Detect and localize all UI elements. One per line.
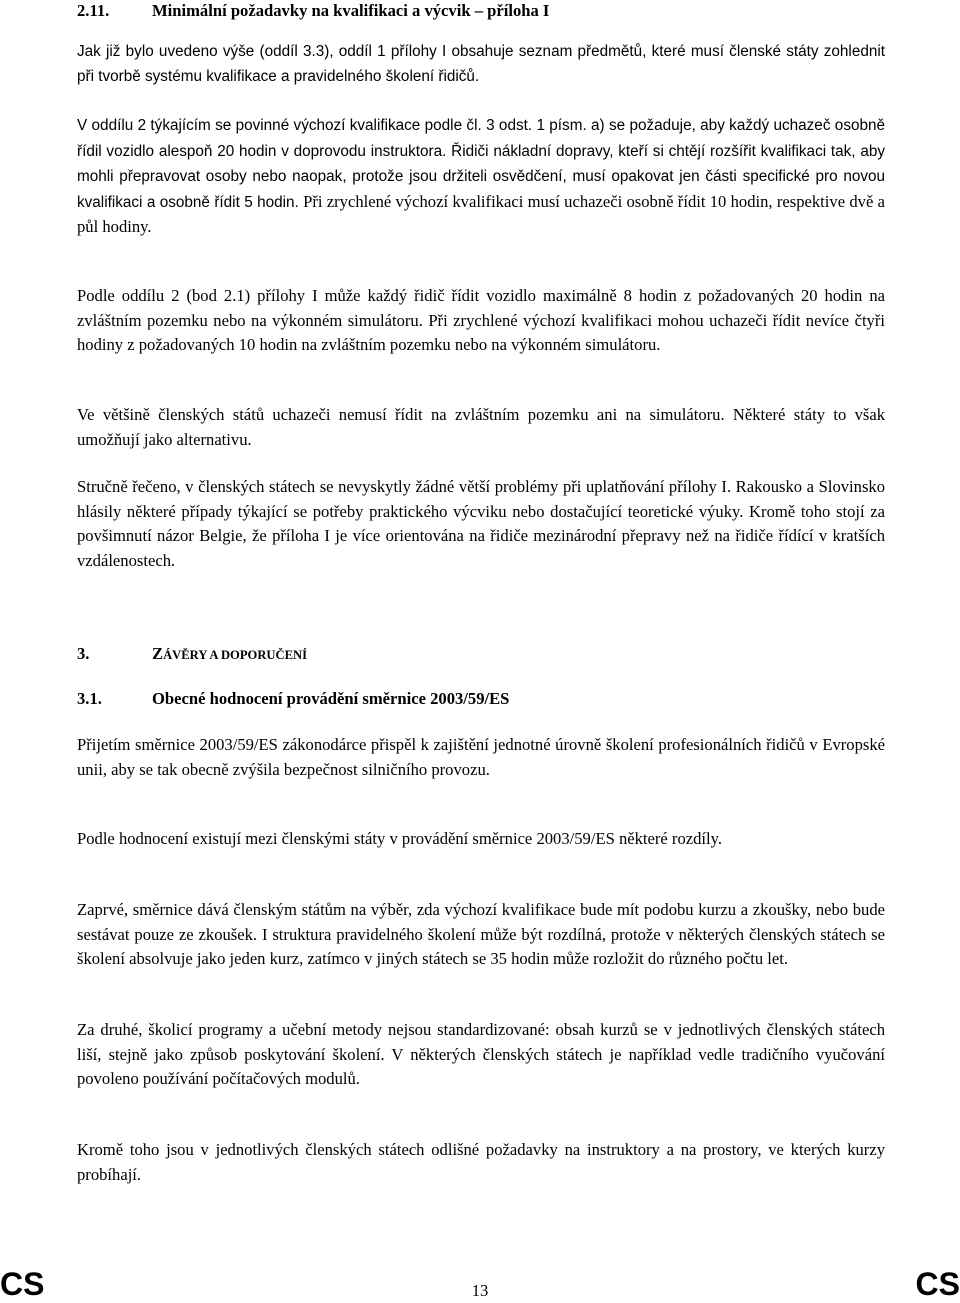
paragraph-text: Kromě toho jsou v jednotlivých členských státech odlišné požadavky na instruktory a na prostory, ve kterých kurzy probíhají. xyxy=(77,1140,885,1184)
paragraph xyxy=(77,898,885,972)
section-heading-2-11 xyxy=(77,0,885,24)
paragraph xyxy=(77,284,885,358)
paragraph-text: Podle hodnocení existují mezi členskými státy v provádění směrnice 2003/59/ES některé rozdíly. xyxy=(77,829,723,848)
paragraph-text: Přijetím směrnice 2003/59/ES zákonodárce přispěl k zajištění jednotné úrovně školení profesionálních řidičů v Evropské unii, aby se tak obecně zvýšila bezpečnost silničního provozu. xyxy=(77,735,885,779)
paragraph-text: Za druhé, školicí programy a učební metody nejsou standardizované: obsah kurzů se v jednotlivých členských státech liší, stejně jako způsob poskytování školení. V některých členských státech je například vedle tradičního vyučování povoleno používání počítačových modulů. xyxy=(77,1020,885,1089)
paragraph xyxy=(77,733,885,782)
paragraph-text: Stručně řečeno, v členských státech se nevyskytly žádné větší problémy při uplatňování přílohy I. Rakousko a Slovinsko hlásily některé případy týkající se potřeby praktického výcviku nebo dostačující teoretické výuky. Kromě toho stojí za povšimnutí názor Belgie, že příloha I je více orientována na řidiče mezinárodní přepravy než na řidiče řídící v kratších vzdálenostech. xyxy=(77,477,885,570)
section-heading-3 xyxy=(77,642,885,668)
paragraph xyxy=(77,113,885,240)
language-label-left: CS xyxy=(0,1266,45,1302)
paragraph xyxy=(77,1018,885,1092)
section-title: Minimální požadavky na kvalifikaci a výcvik – příloha I xyxy=(152,1,550,20)
section-number: 2.11. xyxy=(77,1,110,20)
section-heading-3-1 xyxy=(77,687,885,712)
paragraph-text: Jak již bylo uvedeno výše (oddíl 3.3), oddíl 1 přílohy I obsahuje seznam předmětů, které musí členské státy zohlednit při tvorbě systému kvalifikace a pravidelného školení řidičů. xyxy=(77,43,885,85)
language-label-right: CS xyxy=(915,1266,960,1302)
paragraph-text: Zaprvé, směrnice dává členským státům na výběr, zda výchozí kvalifikace bude mít podobu kurzu a zkoušky, nebo bude sestávat pouze ze zkoušek. I struktura pravidelného školení může být rozdílná, protože v některých členských státech se školení absolvuje jako jeden kurz, zatímco v jiných státech se 35 hodin může rozložit do různého počtu let. xyxy=(77,900,885,969)
paragraph xyxy=(77,827,885,852)
section-title: ZÁVĚRY A DOPORUČENÍ xyxy=(152,644,308,663)
section-number: 3.1. xyxy=(77,689,102,708)
paragraph xyxy=(77,475,885,573)
section-title: Obecné hodnocení provádění směrnice 2003/59/ES xyxy=(152,689,510,708)
paragraph-text: Při zrychlené výchozí kvalifikaci musí uchazeči osobně řídit 10 hodin, respektive dvě a půl hodiny. xyxy=(77,191,885,237)
page-footer xyxy=(0,1262,960,1303)
paragraph xyxy=(77,1138,885,1187)
section-number: 3. xyxy=(77,644,90,663)
paragraph-text-sans: V oddílu 2 týkajícím se povinné výchozí kvalifikace podle čl. 3 odst. 1 písm. a) se požaduje, aby každý uchazeč osobně řídil vozidlo alespoň 20 hodin v doprovodu instruktora. Řidiči nákladní dopravy, kteří si chtějí rozšířit kvalifikaci tak, aby mohli přepravovat osoby nebo naopak, protože jsou držiteli osvědčení, musí opakovat jen části specifické pro novou kvalifikaci a osobně řídit 5 hodin. xyxy=(77,117,885,211)
paragraph-text: Podle oddílu 2 (bod 2.1) přílohy I může každý řidič řídit vozidlo maximálně 8 hodin z požadovaných 20 hodin na zvláštním pozemku nebo na výkonném simulátoru. Při zrychlené výchozí kvalifikaci mohou uchazeči řídit nevíce čtyři hodiny z požadovaných 10 hodin na zvláštním pozemku nebo na výkonném simulátoru. xyxy=(77,286,885,355)
page-number: 13 xyxy=(471,1281,489,1300)
paragraph-text: Ve většině členských států uchazeči nemusí řídit na zvláštním pozemku ani na simulátoru. Některé státy to však umožňují jako alternativu. xyxy=(77,405,885,449)
paragraph xyxy=(77,403,885,452)
paragraph xyxy=(77,40,885,89)
